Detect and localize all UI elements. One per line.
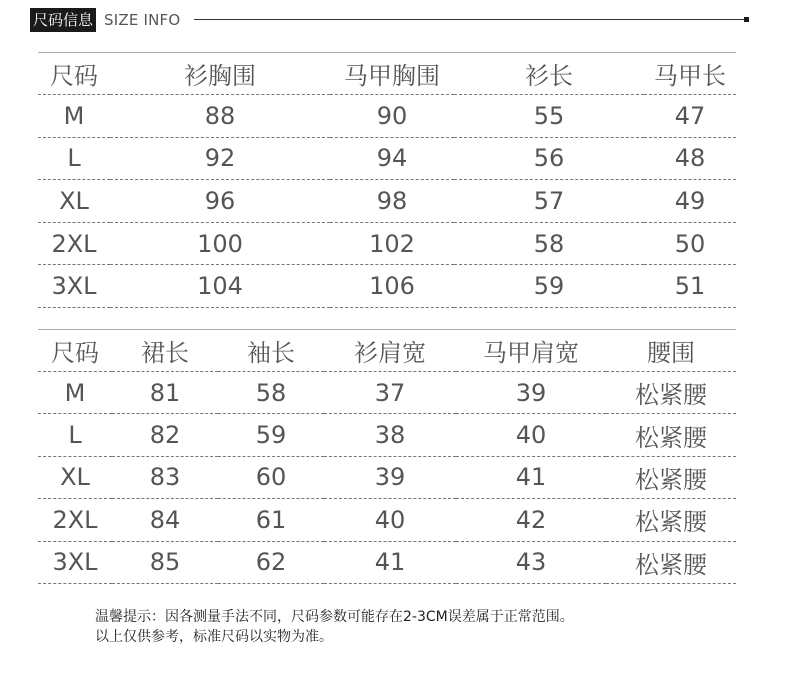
table-cell: 92 (110, 137, 330, 180)
table-cell: 38 (324, 414, 456, 456)
size-label-cell: L (38, 414, 112, 456)
table-cell: 40 (324, 499, 456, 541)
table-cell: 39 (324, 456, 456, 498)
table-row (38, 222, 736, 265)
header-divider (194, 19, 746, 20)
table-cell: 106 (330, 265, 454, 308)
table-cell: 84 (112, 499, 218, 541)
table-cell: 49 (644, 180, 736, 223)
table-cell: 88 (110, 95, 330, 138)
table-cell: 96 (110, 180, 330, 223)
table-row (38, 414, 736, 456)
table-cell: 56 (454, 137, 644, 180)
note-line-2: 以上仅供参考，标准尺码以实物为准。 (95, 629, 333, 645)
note-line-1: 温馨提示：因各测量手法不同，尺码参数可能存在2-3CM误差属于正常范围。 (95, 609, 574, 625)
size-label-cell: M (38, 372, 112, 414)
column-header: 衫肩宽 (324, 330, 456, 372)
table-cell: 57 (454, 180, 644, 223)
table-cell: 松紧腰 (606, 456, 736, 498)
size-label-cell: L (38, 137, 110, 180)
column-header: 裙长 (112, 330, 218, 372)
column-header: 马甲长 (644, 53, 736, 95)
table-cell: 98 (330, 180, 454, 223)
table-row (38, 499, 736, 541)
column-header: 衫长 (454, 53, 644, 95)
table-row (38, 372, 736, 414)
table-cell: 37 (324, 372, 456, 414)
section-header (30, 8, 752, 32)
table-cell: 104 (110, 265, 330, 308)
table-cell: 61 (218, 499, 324, 541)
column-header: 尺码 (38, 53, 110, 95)
table-cell: 59 (454, 265, 644, 308)
table-cell: 102 (330, 222, 454, 265)
table-header-row (38, 330, 736, 372)
table-cell: 47 (644, 95, 736, 138)
column-header: 尺码 (38, 330, 112, 372)
table-cell: 55 (454, 95, 644, 138)
size-label-cell: 3XL (38, 541, 112, 583)
table-cell: 50 (644, 222, 736, 265)
table-cell: 82 (112, 414, 218, 456)
size-label-cell: 3XL (38, 265, 110, 308)
table-cell: 90 (330, 95, 454, 138)
table-row (38, 456, 736, 498)
table-cell: 松紧腰 (606, 414, 736, 456)
size-note (95, 607, 755, 647)
size-table-chest-length (38, 52, 736, 308)
table-cell: 42 (456, 499, 606, 541)
column-header: 马甲胸围 (330, 53, 454, 95)
table-cell: 41 (456, 456, 606, 498)
table-cell: 43 (456, 541, 606, 583)
table-cell: 59 (218, 414, 324, 456)
table-cell: 81 (112, 372, 218, 414)
table-cell: 51 (644, 265, 736, 308)
column-header: 腰围 (606, 330, 736, 372)
size-label-cell: 2XL (38, 222, 110, 265)
table-row (38, 95, 736, 138)
table-row (38, 180, 736, 223)
size-table-skirt-sleeve-shoulder (38, 329, 736, 584)
size-label-cell: M (38, 95, 110, 138)
table-cell: 58 (218, 372, 324, 414)
table-cell: 41 (324, 541, 456, 583)
table-header-row (38, 53, 736, 95)
table-cell: 62 (218, 541, 324, 583)
table-cell: 94 (330, 137, 454, 180)
table-cell: 85 (112, 541, 218, 583)
column-header: 袖长 (218, 330, 324, 372)
size-label-cell: XL (38, 180, 110, 223)
section-title-en: SIZE INFO (104, 11, 181, 29)
table-cell: 松紧腰 (606, 499, 736, 541)
table-cell: 58 (454, 222, 644, 265)
table-row (38, 137, 736, 180)
size-label-cell: XL (38, 456, 112, 498)
table-cell: 48 (644, 137, 736, 180)
table-cell: 39 (456, 372, 606, 414)
table-cell: 松紧腰 (606, 541, 736, 583)
table-row (38, 265, 736, 308)
size-label-cell: 2XL (38, 499, 112, 541)
table-cell: 100 (110, 222, 330, 265)
table-cell: 60 (218, 456, 324, 498)
table-row (38, 541, 736, 583)
table-cell: 83 (112, 456, 218, 498)
section-title-cn: 尺码信息 (30, 8, 96, 32)
header-divider-end-dot (744, 17, 749, 22)
column-header: 马甲肩宽 (456, 330, 606, 372)
table-cell: 40 (456, 414, 606, 456)
table-cell: 松紧腰 (606, 372, 736, 414)
column-header: 衫胸围 (110, 53, 330, 95)
